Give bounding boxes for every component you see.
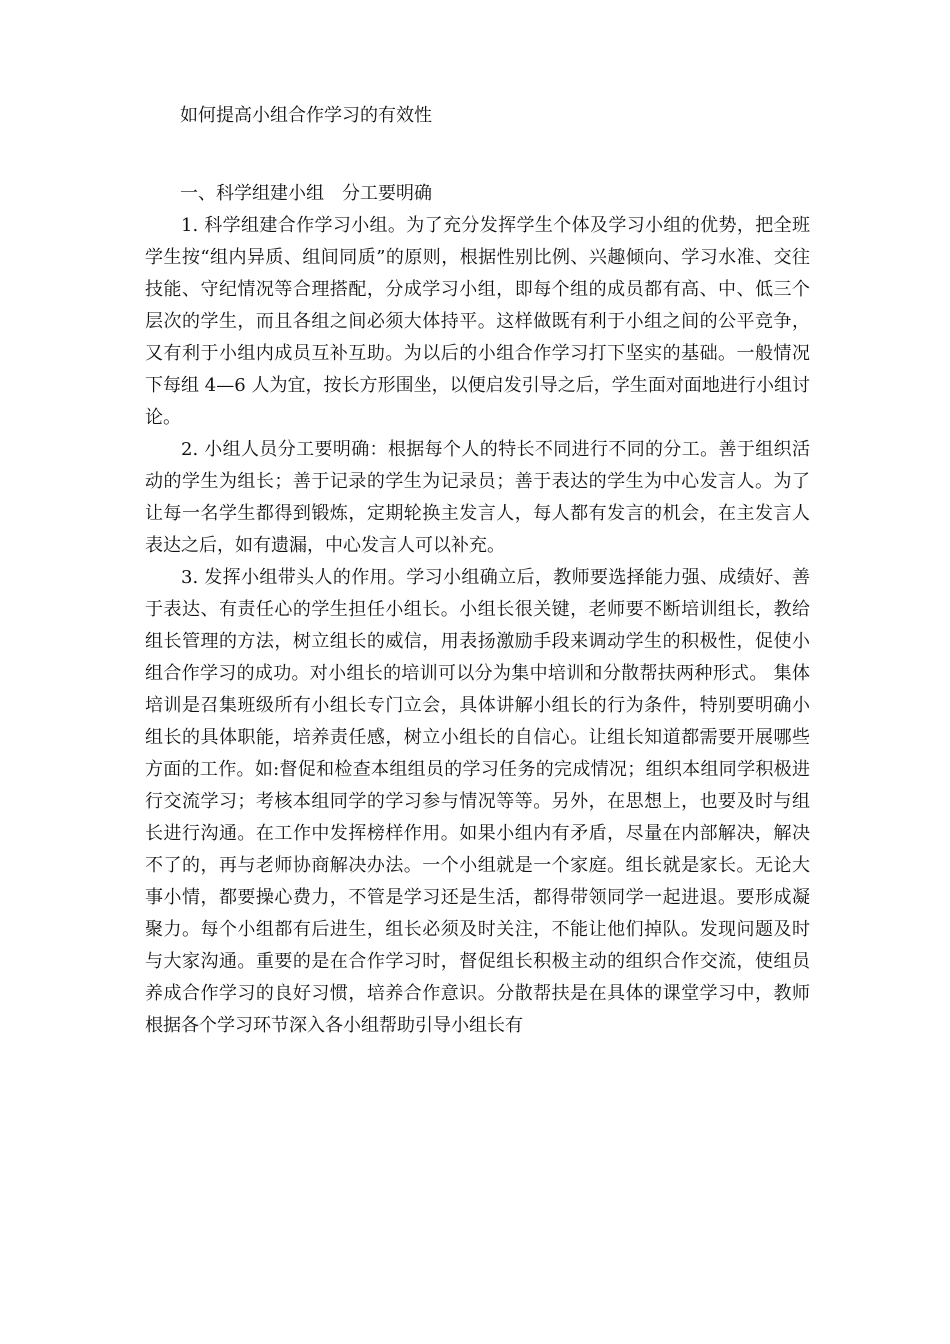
paragraph-1: 1. 科学组建合作学习小组。为了充分发挥学生个体及学习小组的优势，把全班学生按“组内异质、组间同质”的原则，根据性别比例、兴趣倾向、学习水准、交往技能、守纪情况等合理搭配，分成学习小组，即每个组的成员都有高、中、低三个层次的学生，而且各组之间必须大体持平。这样做既有利于小组之间的公平竞争，又有利于小组内成员互补互助。为以后的小组合作学习打下坚实的基础。一般情况下每组 4—6 人为宜，按长方形围坐，以便启发引导之后，学生面对面地进行小组讨论。: [145, 215, 810, 428]
paragraph-2: 2. 小组人员分工要明确：根据每个人的特长不同进行不同的分工。善于组织活动的学生为组长；善于记录的学生为记录员；善于表达的学生为中心发言人。为了让每一名学生都得到锻炼，定期轮换主发言人，每人都有发言的机会，在主发言人表达之后，如有遗漏，中心发言人可以补充。: [145, 439, 810, 556]
document-body: [145, 210, 810, 1042]
section-heading: 一、科学组建小组 分工要明确: [180, 183, 432, 204]
paragraph-3: 3. 发挥小组带头人的作用。学习小组确立后，教师要选择能力强、成绩好、善于表达、有责任心的学生担任小组长。小组长很关键，老师要不断培训组长，教给组长管理的方法，树立组长的威信，用表扬激励手段来调动学生的积极性，促使小组合作学习的成功。对小组长的培训可以分为集中培训和分散帮扶两种形式。 集体培训是召集班级所有小组长专门立会，具体讲解小组长的行为条件，特别要明确小组长的具体职能，培养责任感，树立小组长的自信心。让组长知道都需要开展哪些方面的工作。如:督促和检查本组组员的学习任务的完成情况；组织本组同学积极进行交流学习；考核本组同学的学习参与情况等等。另外，在思想上，也要及时与组长进行沟通。在工作中发挥榜样作用。如果小组内有矛盾，尽量在内部解决，解决不了的，再与老师协商解决办法。一个小组就是一个家庭。组长就是家长。无论大事小情，都要操心费力，不管是学习还是生活，都得带领同学一起进退。要形成凝聚力。每个小组都有后进生，组长必须及时关注，不能让他们掉队。发现问题及时与大家沟通。重要的是在合作学习时，督促组长积极主动的组织合作交流，使组员养成合作学习的良好习惯，培养合作意识。分散帮扶是在具体的课堂学习中，教师根据各个学习环节深入各小组帮助引导小组长有: [145, 567, 810, 1036]
document-title: 如何提高小组合作学习的有效性: [180, 105, 432, 126]
